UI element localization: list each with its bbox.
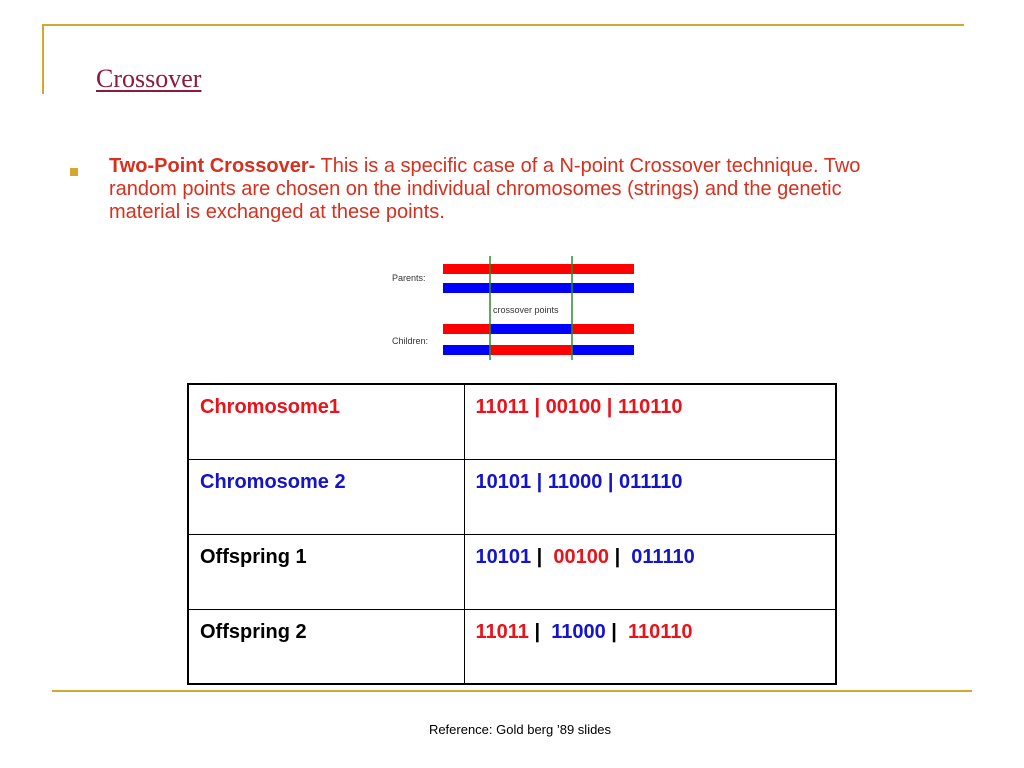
- slide-title: Crossover: [96, 64, 202, 93]
- bit-segment: 11000: [545, 620, 606, 643]
- row-label-cell: Chromosome1: [188, 384, 464, 459]
- left-border-line: [42, 24, 44, 94]
- child-1-bar-middle: [490, 324, 572, 334]
- child-1-bar-right: [572, 324, 634, 334]
- parents-label: Parents:: [392, 273, 426, 283]
- row-value-cell: [464, 534, 836, 609]
- row-value-cell: [464, 459, 836, 534]
- crossover-diagram: [380, 252, 640, 362]
- row-value-cell: [464, 384, 836, 459]
- parent-2-bar: [443, 283, 634, 293]
- bullet-text: [109, 155, 909, 224]
- bottom-border-line: [52, 690, 972, 692]
- bit-segment: 10101: [475, 545, 532, 568]
- child-2-bar-middle: [490, 345, 572, 355]
- children-label: Children:: [392, 336, 429, 346]
- bullet-marker: [70, 168, 78, 176]
- bit-segment: 011110: [625, 545, 695, 568]
- bullet-body: This is a specific case of a N-point Crossover technique. Two random points are chosen on the individual chromosomes (strings) and the genetic material is exchanged at these points.: [109, 155, 861, 223]
- parent-1-bar: [443, 264, 634, 274]
- child-2-bar-left: [443, 345, 490, 355]
- child-1-bar-left: [443, 324, 490, 334]
- bit-segment: 11011: [475, 620, 529, 643]
- child-2-bar-right: [572, 345, 634, 355]
- row-label-cell: Offspring 1: [188, 534, 464, 609]
- bit-segment: |: [531, 545, 548, 568]
- table-row: [188, 534, 836, 609]
- top-border-line: [42, 24, 964, 26]
- table-row: [188, 384, 836, 459]
- row-label-cell: Chromosome 2: [188, 459, 464, 534]
- crossover-table: [187, 383, 837, 685]
- bit-segment: 10101 | 11000 | 011110: [475, 470, 683, 493]
- bit-segment: |: [609, 545, 626, 568]
- crossover-points-label: crossover points: [493, 305, 559, 315]
- row-label-cell: Offspring 2: [188, 609, 464, 684]
- bit-segment: 11011 | 00100 | 110110: [475, 396, 683, 418]
- bit-segment: |: [528, 620, 546, 643]
- bullet-lead: Two-Point Crossover-: [109, 155, 316, 177]
- reference-note: Reference: Gold berg ’89 slides: [428, 722, 612, 737]
- bit-segment: |: [605, 620, 623, 643]
- table-row: [188, 609, 836, 684]
- bit-segment: 00100: [547, 545, 610, 568]
- bit-segment: 110110: [622, 620, 693, 643]
- table-row: [188, 459, 836, 534]
- row-value-cell: [464, 609, 836, 684]
